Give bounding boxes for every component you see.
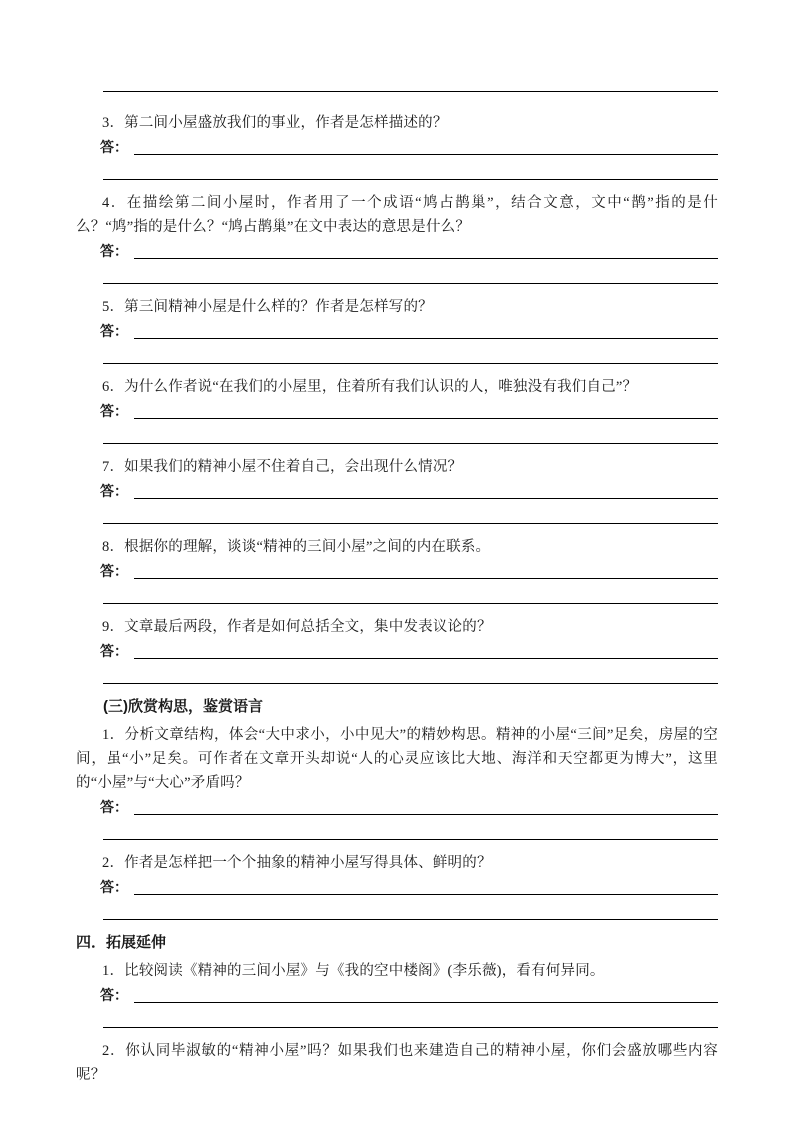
question-block (76, 723, 718, 840)
question-text: 7．如果我们的精神小屋不住着自己，会出现什么情况？ (102, 459, 463, 475)
answer-label: 答： (100, 483, 128, 499)
answer-underline (134, 875, 718, 895)
answer-label: 答： (100, 879, 128, 895)
question-text: 2．作者是怎样把一个个抽象的精神小屋写得具体、鲜明的？ (102, 855, 492, 871)
answer-line (103, 435, 718, 444)
answer-line (103, 595, 718, 604)
answer-row (100, 319, 718, 343)
answer-underline (134, 319, 718, 339)
question-block (76, 535, 718, 604)
question-text: 3．第二间小屋盛放我们的事业，作者是怎样描述的？ (102, 115, 448, 131)
question-text: 6．为什么作者说“在我们的小屋里，住着所有我们认识的人，唯独没有我们自己”？ (102, 379, 638, 395)
answer-label: 答： (100, 139, 128, 155)
major-section-heading: 四．拓展延伸 (76, 934, 167, 951)
answer-row (100, 559, 718, 583)
answer-underline (134, 479, 718, 499)
answer-underline (134, 639, 718, 659)
answer-row (100, 795, 718, 819)
answer-row (100, 399, 718, 423)
answer-row (100, 239, 718, 263)
question-block (76, 111, 718, 180)
answer-line (103, 275, 718, 284)
answer-underline (134, 239, 718, 259)
answer-label: 答： (100, 799, 128, 815)
question-block (76, 1039, 718, 1087)
question-block (76, 295, 718, 364)
answer-label: 答： (100, 323, 128, 339)
question-text: 9．文章最后两段，作者是如何总括全文，集中发表议论的？ (102, 619, 492, 635)
answer-row (100, 479, 718, 503)
answer-label: 答： (100, 563, 128, 579)
answer-line (103, 675, 718, 684)
question-text: 1．比较阅读《精神的三间小屋》与《我的空中楼阁》(李乐薇)，看有何异同。 (102, 963, 605, 979)
answer-label: 答： (100, 403, 128, 419)
answer-label: 答： (100, 987, 128, 1003)
answer-line (103, 83, 718, 92)
section-heading: (三)欣赏构思，鉴赏语言 (103, 698, 263, 715)
answer-line (103, 515, 718, 524)
question-block (76, 375, 718, 444)
answer-underline (134, 559, 718, 579)
answer-row (100, 639, 718, 663)
answer-line (103, 171, 718, 180)
blocks (76, 83, 718, 1087)
answer-line (103, 355, 718, 364)
answer-label: 答： (100, 243, 128, 259)
question-text: 8．根据你的理解，谈谈“精神的三间小屋”之间的内在联系。 (102, 539, 491, 555)
question-text: 4．在描绘第二间小屋时，作者用了一个成语“鸠占鹊巢”，结合文意，文中“鹊”指的是什么？“鸠”指的是什么？“鸠占鹊巢”在文中表达的意思是什么？ (76, 195, 718, 235)
answer-label: 答： (100, 643, 128, 659)
answer-underline (134, 399, 718, 419)
question-text: 1．分析文章结构，体会“大中求小，小中见大”的精妙构思。精神的小屋“三间”足矣，房屋的空间，虽“小”足矣。可作者在文章开头却说“人的心灵应该比大地、海洋和天空都更为博大”，这里的“小屋”与“大心”矛盾吗？ (76, 727, 718, 791)
answer-underline (134, 983, 718, 1003)
answer-row (100, 135, 718, 159)
question-block (76, 959, 718, 1028)
answer-line (103, 831, 718, 840)
answer-row (100, 983, 718, 1007)
question-text: 2．你认同毕淑敏的“精神小屋”吗？如果我们也来建造自己的精神小屋，你们会盛放哪些内容呢？ (76, 1043, 718, 1083)
question-block (76, 191, 718, 284)
answer-underline (134, 795, 718, 815)
answer-line (103, 911, 718, 920)
answer-underline (134, 135, 718, 155)
question-block (76, 455, 718, 524)
question-text: 5．第三间精神小屋是什么样的？作者是怎样写的？ (102, 299, 433, 315)
answer-line (103, 1019, 718, 1028)
question-block (76, 615, 718, 684)
question-block (76, 851, 718, 920)
answer-row (100, 875, 718, 899)
